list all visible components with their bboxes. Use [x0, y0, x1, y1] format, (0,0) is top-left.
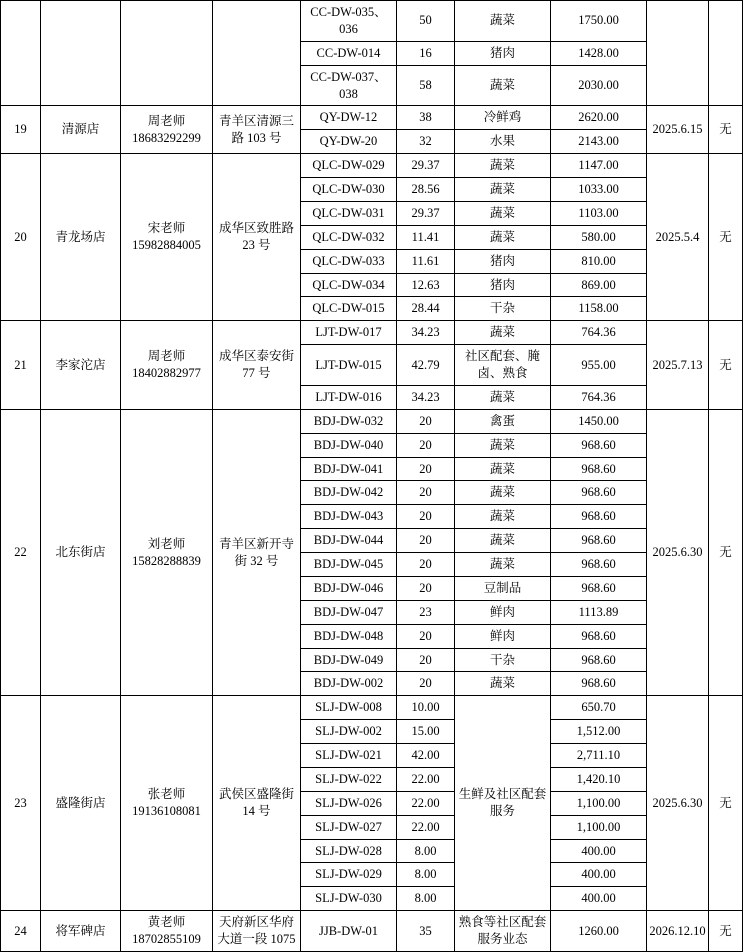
store-name-cell: 盛隆街店: [41, 696, 121, 911]
quantity-cell: 20: [397, 457, 455, 481]
quantity-cell: 29.37: [397, 201, 455, 225]
contract-code-cell: SLJ-DW-021: [301, 744, 397, 768]
table-row: [1, 1, 743, 42]
category-cell: 冷鲜鸡: [455, 106, 551, 130]
contract-code-cell: BDJ-DW-041: [301, 457, 397, 481]
contact-cell: 黄老师 18702855109: [121, 911, 213, 952]
amount-cell: 810.00: [551, 249, 647, 273]
category-cell: 鲜肉: [455, 624, 551, 648]
contract-code-cell: SLJ-DW-030: [301, 887, 397, 911]
amount-cell: 1750.00: [551, 1, 647, 42]
quantity-cell: 8.00: [397, 839, 455, 863]
quantity-cell: 20: [397, 529, 455, 553]
address-cell: 武侯区盛隆街 14 号: [213, 696, 301, 911]
category-cell: 禽蛋: [455, 409, 551, 433]
amount-cell: 968.60: [551, 648, 647, 672]
note-cell: 无: [709, 154, 743, 321]
category-cell: 蔬菜: [455, 505, 551, 529]
category-cell: 蔬菜: [455, 481, 551, 505]
row-index-cell: 22: [1, 409, 41, 696]
table-row: [1, 321, 743, 345]
quantity-cell: 20: [397, 624, 455, 648]
contract-code-cell: LJT-DW-015: [301, 345, 397, 386]
contract-code-cell: CC-DW-014: [301, 41, 397, 65]
category-cell: 蔬菜: [455, 529, 551, 553]
table-body: [1, 1, 743, 952]
amount-cell: 764.36: [551, 385, 647, 409]
contract-code-cell: BDJ-DW-049: [301, 648, 397, 672]
quantity-cell: 20: [397, 433, 455, 457]
table-row: [1, 911, 743, 952]
amount-cell: 1113.89: [551, 600, 647, 624]
contract-code-cell: QY-DW-20: [301, 130, 397, 154]
amount-cell: 2620.00: [551, 106, 647, 130]
quantity-cell: 22.00: [397, 791, 455, 815]
quantity-cell: 50: [397, 1, 455, 42]
date-cell: 2025.6.30: [647, 409, 709, 696]
date-cell: 2025.6.15: [647, 106, 709, 154]
amount-cell: 1,100.00: [551, 815, 647, 839]
amount-cell: 400.00: [551, 863, 647, 887]
quantity-cell: 29.37: [397, 154, 455, 178]
amount-cell: 968.60: [551, 457, 647, 481]
quantity-cell: 8.00: [397, 863, 455, 887]
address-cell: 成华区泰安街 77 号: [213, 321, 301, 410]
contract-code-cell: QLC-DW-029: [301, 154, 397, 178]
contract-code-cell: LJT-DW-016: [301, 385, 397, 409]
category-cell: 蔬菜: [455, 225, 551, 249]
amount-cell: 1260.00: [551, 911, 647, 952]
contact-cell: 周老师 18683292299: [121, 106, 213, 154]
amount-cell: 955.00: [551, 345, 647, 386]
quantity-cell: 11.61: [397, 249, 455, 273]
category-cell: 蔬菜: [455, 385, 551, 409]
store-name-cell: [41, 1, 121, 106]
category-cell: 蔬菜: [455, 321, 551, 345]
note-cell: 无: [709, 321, 743, 410]
quantity-cell: 38: [397, 106, 455, 130]
contact-cell: 刘老师 15828288839: [121, 409, 213, 696]
contract-code-cell: SLJ-DW-002: [301, 720, 397, 744]
amount-cell: 968.60: [551, 624, 647, 648]
category-cell: 蔬菜: [455, 154, 551, 178]
quantity-cell: 20: [397, 648, 455, 672]
quantity-cell: 35: [397, 911, 455, 952]
contract-code-cell: BDJ-DW-044: [301, 529, 397, 553]
quantity-cell: 32: [397, 130, 455, 154]
category-cell: 生鲜及社区配套服务: [455, 696, 551, 911]
category-cell: 蔬菜: [455, 672, 551, 696]
amount-cell: 2030.00: [551, 65, 647, 106]
quantity-cell: 16: [397, 41, 455, 65]
contract-code-cell: SLJ-DW-029: [301, 863, 397, 887]
date-cell: 2025.6.30: [647, 696, 709, 911]
store-name-cell: 将军碑店: [41, 911, 121, 952]
amount-cell: 1158.00: [551, 297, 647, 321]
contract-code-cell: SLJ-DW-026: [301, 791, 397, 815]
contract-code-cell: QLC-DW-033: [301, 249, 397, 273]
contract-code-cell: BDJ-DW-042: [301, 481, 397, 505]
amount-cell: 968.60: [551, 576, 647, 600]
category-cell: 鲜肉: [455, 600, 551, 624]
note-cell: 无: [709, 106, 743, 154]
address-cell: [213, 1, 301, 106]
row-index-cell: 21: [1, 321, 41, 410]
contract-code-cell: BDJ-DW-045: [301, 553, 397, 577]
address-cell: 青羊区新开寺街 32 号: [213, 409, 301, 696]
quantity-cell: 34.23: [397, 385, 455, 409]
contract-code-cell: QLC-DW-032: [301, 225, 397, 249]
category-cell: 社区配套、腌卤、熟食: [455, 345, 551, 386]
quantity-cell: 42.79: [397, 345, 455, 386]
category-cell: 猪肉: [455, 41, 551, 65]
date-cell: [647, 1, 709, 106]
quantity-cell: 23: [397, 600, 455, 624]
table-row: [1, 154, 743, 178]
quantity-cell: 28.56: [397, 178, 455, 202]
category-cell: 豆制品: [455, 576, 551, 600]
date-cell: 2026.12.10: [647, 911, 709, 952]
amount-cell: 968.60: [551, 481, 647, 505]
category-cell: 干杂: [455, 297, 551, 321]
row-index-cell: 20: [1, 154, 41, 321]
table-row: [1, 106, 743, 130]
row-index-cell: 24: [1, 911, 41, 952]
quantity-cell: 42.00: [397, 744, 455, 768]
quantity-cell: 20: [397, 672, 455, 696]
table-row: [1, 696, 743, 720]
note-cell: 无: [709, 911, 743, 952]
contract-code-cell: SLJ-DW-027: [301, 815, 397, 839]
address-cell: 成华区致胜路 23 号: [213, 154, 301, 321]
amount-cell: 968.60: [551, 672, 647, 696]
contact-cell: [121, 1, 213, 106]
note-cell: 无: [709, 409, 743, 696]
table-row: [1, 409, 743, 433]
amount-cell: 400.00: [551, 887, 647, 911]
store-name-cell: 青龙场店: [41, 154, 121, 321]
store-name-cell: 李家沱店: [41, 321, 121, 410]
contract-code-cell: QLC-DW-031: [301, 201, 397, 225]
row-index-cell: 23: [1, 696, 41, 911]
amount-cell: 1103.00: [551, 201, 647, 225]
note-cell: [709, 1, 743, 106]
quantity-cell: 15.00: [397, 720, 455, 744]
quantity-cell: 22.00: [397, 767, 455, 791]
contact-cell: 周老师 18402882977: [121, 321, 213, 410]
amount-cell: 2143.00: [551, 130, 647, 154]
category-cell: 水果: [455, 130, 551, 154]
quantity-cell: 22.00: [397, 815, 455, 839]
amount-cell: 1147.00: [551, 154, 647, 178]
amount-cell: 1450.00: [551, 409, 647, 433]
contract-code-cell: CC-DW-037、038: [301, 65, 397, 106]
category-cell: 蔬菜: [455, 457, 551, 481]
category-cell: 蔬菜: [455, 1, 551, 42]
amount-cell: 400.00: [551, 839, 647, 863]
row-index-cell: 19: [1, 106, 41, 154]
contract-code-cell: BDJ-DW-047: [301, 600, 397, 624]
category-cell: 猪肉: [455, 249, 551, 273]
amount-cell: 764.36: [551, 321, 647, 345]
contract-code-cell: QLC-DW-015: [301, 297, 397, 321]
quantity-cell: 20: [397, 576, 455, 600]
category-cell: 蔬菜: [455, 433, 551, 457]
contact-cell: 宋老师 15982884005: [121, 154, 213, 321]
amount-cell: 650.70: [551, 696, 647, 720]
quantity-cell: 58: [397, 65, 455, 106]
quantity-cell: 11.41: [397, 225, 455, 249]
quantity-cell: 10.00: [397, 696, 455, 720]
quantity-cell: 20: [397, 553, 455, 577]
amount-cell: 1033.00: [551, 178, 647, 202]
amount-cell: 968.60: [551, 505, 647, 529]
amount-cell: 968.60: [551, 553, 647, 577]
date-cell: 2025.7.13: [647, 321, 709, 410]
contract-code-cell: QLC-DW-034: [301, 273, 397, 297]
category-cell: 猪肉: [455, 273, 551, 297]
contract-code-cell: CC-DW-035、036: [301, 1, 397, 42]
amount-cell: 869.00: [551, 273, 647, 297]
quantity-cell: 20: [397, 409, 455, 433]
contract-code-cell: SLJ-DW-008: [301, 696, 397, 720]
contract-code-cell: QY-DW-12: [301, 106, 397, 130]
contract-code-cell: JJB-DW-01: [301, 911, 397, 952]
amount-cell: 2,711.10: [551, 744, 647, 768]
category-cell: 蔬菜: [455, 65, 551, 106]
contract-code-cell: QLC-DW-030: [301, 178, 397, 202]
contract-code-cell: BDJ-DW-002: [301, 672, 397, 696]
quantity-cell: 12.63: [397, 273, 455, 297]
quantity-cell: 28.44: [397, 297, 455, 321]
store-name-cell: 清源店: [41, 106, 121, 154]
note-cell: 无: [709, 696, 743, 911]
amount-cell: 1,512.00: [551, 720, 647, 744]
amount-cell: 580.00: [551, 225, 647, 249]
contract-code-cell: SLJ-DW-028: [301, 839, 397, 863]
address-cell: 天府新区华府大道一段 1075: [213, 911, 301, 952]
address-cell: 青羊区清源三路 103 号: [213, 106, 301, 154]
amount-cell: 1,100.00: [551, 791, 647, 815]
category-cell: 熟食等社区配套服务业态: [455, 911, 551, 952]
amount-cell: 968.60: [551, 529, 647, 553]
store-name-cell: 北东街店: [41, 409, 121, 696]
row-index-cell: [1, 1, 41, 106]
quantity-cell: 20: [397, 481, 455, 505]
quantity-cell: 20: [397, 505, 455, 529]
contact-cell: 张老师 19136108081: [121, 696, 213, 911]
amount-cell: 1,420.10: [551, 767, 647, 791]
category-cell: 干杂: [455, 648, 551, 672]
category-cell: 蔬菜: [455, 201, 551, 225]
contract-code-cell: BDJ-DW-040: [301, 433, 397, 457]
category-cell: 蔬菜: [455, 553, 551, 577]
contract-code-cell: BDJ-DW-043: [301, 505, 397, 529]
quantity-cell: 8.00: [397, 887, 455, 911]
contract-code-cell: BDJ-DW-032: [301, 409, 397, 433]
contract-code-cell: SLJ-DW-022: [301, 767, 397, 791]
contract-code-cell: BDJ-DW-048: [301, 624, 397, 648]
amount-cell: 968.60: [551, 433, 647, 457]
category-cell: 蔬菜: [455, 178, 551, 202]
contract-code-cell: BDJ-DW-046: [301, 576, 397, 600]
date-cell: 2025.5.4: [647, 154, 709, 321]
quantity-cell: 34.23: [397, 321, 455, 345]
contract-code-cell: LJT-DW-017: [301, 321, 397, 345]
amount-cell: 1428.00: [551, 41, 647, 65]
